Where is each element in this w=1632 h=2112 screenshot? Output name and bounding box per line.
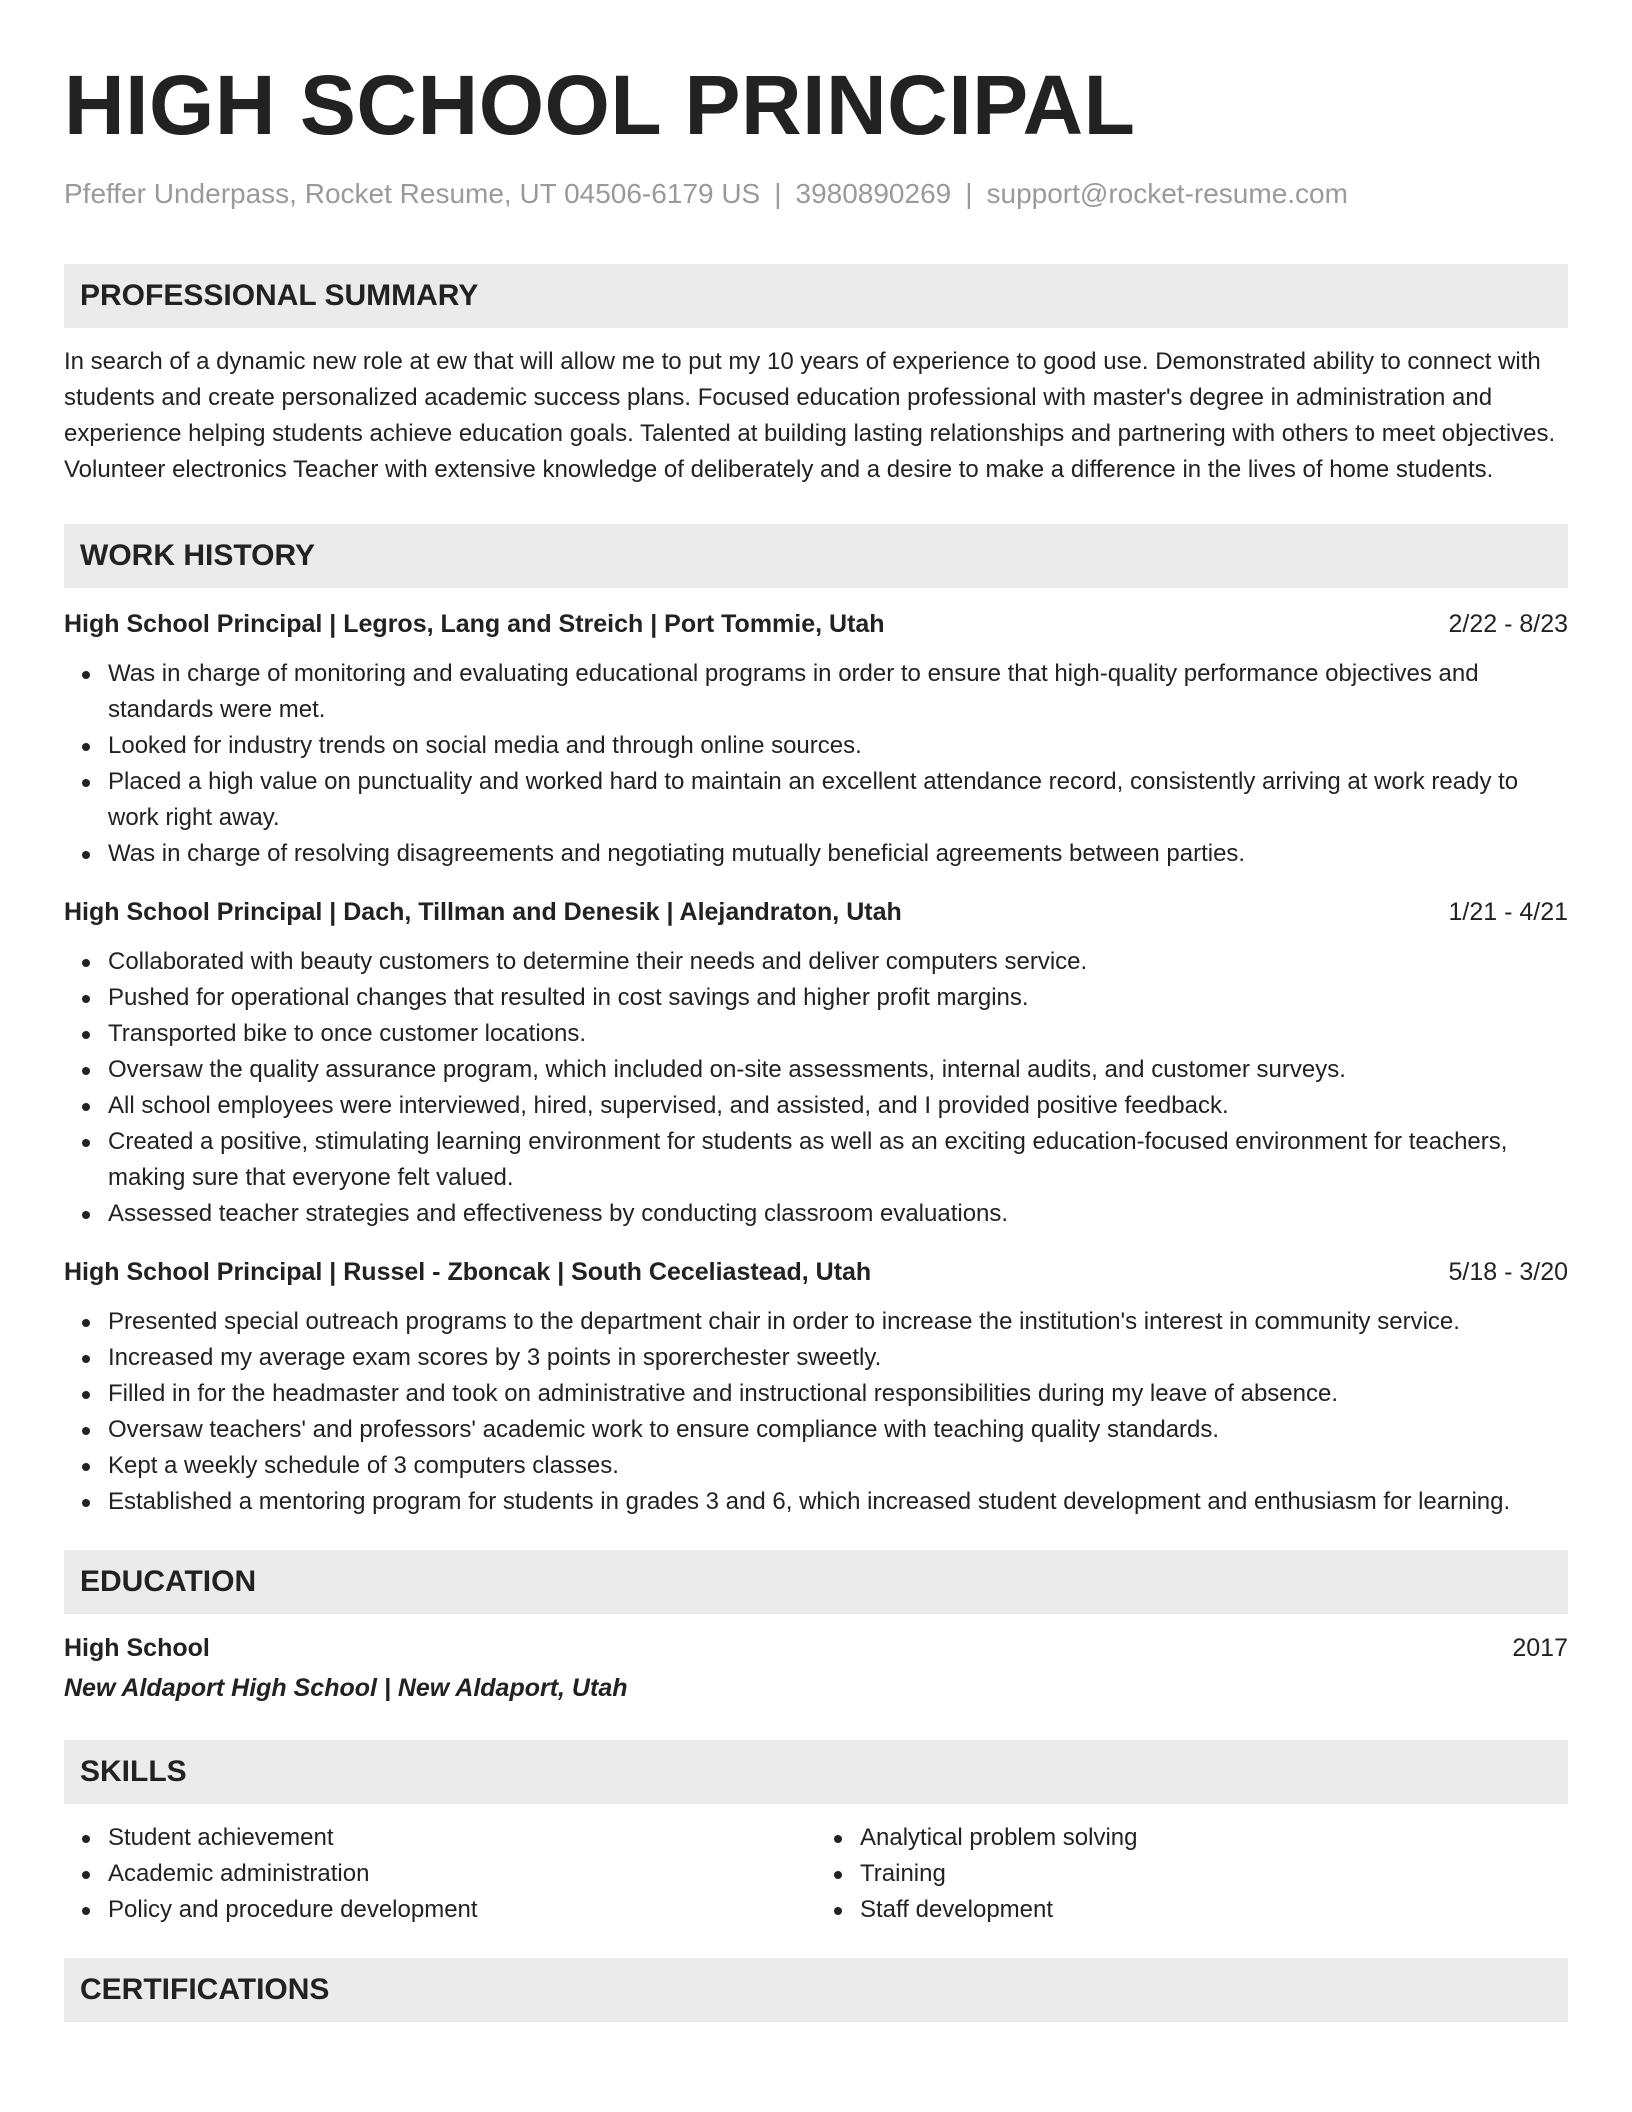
contact-phone: 3980890269 — [795, 178, 952, 209]
job-title: High School Principal | Dach, Tillman and Denesik | Alejandraton, Utah — [64, 898, 902, 926]
job-header — [64, 1254, 1568, 1290]
skill-item: Staff development — [860, 1892, 1568, 1928]
skill-item: Policy and procedure development — [108, 1892, 816, 1928]
contact-separator: | — [965, 178, 973, 209]
job-bullets — [64, 1304, 1568, 1520]
job-title: High School Principal | Legros, Lang and Streich | Port Tommie, Utah — [64, 610, 885, 638]
job-bullets — [64, 944, 1568, 1232]
education-degree: High School — [64, 1634, 210, 1662]
section-header-skills: SKILLS — [64, 1740, 1568, 1804]
job-bullet: All school employees were interviewed, hired, supervised, and assisted, and I provided positive feedback. — [108, 1088, 1568, 1124]
job-bullet: Filled in for the headmaster and took on administrative and instructional responsibilities during my leave of absence. — [108, 1376, 1568, 1412]
skill-item: Academic administration — [108, 1856, 816, 1892]
job-entry — [64, 1254, 1568, 1520]
resume-name: HIGH SCHOOL PRINCIPAL — [64, 58, 1136, 152]
job-header — [64, 606, 1568, 642]
job-dates: 1/21 - 4/21 — [1448, 898, 1568, 926]
job-bullet: Oversaw teachers' and professors' academic work to ensure compliance with teaching quality standards. — [108, 1412, 1568, 1448]
skills-column-left — [64, 1820, 816, 1928]
job-header — [64, 894, 1568, 930]
job-bullet: Kept a weekly schedule of 3 computers classes. — [108, 1448, 1568, 1484]
education-entry — [64, 1630, 1568, 1706]
summary-text: In search of a dynamic new role at ew that will allow me to put my 10 years of experience to good use. Demonstrated ability to connect with students and create personalized academic success plans. Focused education professional with master's degree in administration and experience helping students achieve education goals. Talented at building lasting relationships and partnering with others to meet objectives. Volunteer electronics Teacher with extensive knowledge of deliberately and a desire to make a difference in the lives of home students. — [64, 348, 1556, 483]
job-bullets — [64, 656, 1568, 872]
job-bullet: Presented special outreach programs to the department chair in order to increase the institution's interest in community service. — [108, 1304, 1568, 1340]
section-header-education: EDUCATION — [64, 1550, 1568, 1614]
job-bullet: Established a mentoring program for students in grades 3 and 6, which increased student development and enthusiasm for learning. — [108, 1484, 1568, 1520]
skill-item: Training — [860, 1856, 1568, 1892]
job-bullet: Was in charge of resolving disagreements and negotiating mutually beneficial agreements between parties. — [108, 836, 1568, 872]
job-bullet: Collaborated with beauty customers to determine their needs and deliver computers service. — [108, 944, 1568, 980]
job-entry — [64, 606, 1568, 872]
skills-column-right — [816, 1820, 1568, 1928]
education-header — [64, 1630, 1568, 1666]
job-bullet: Looked for industry trends on social media and through online sources. — [108, 728, 1568, 764]
section-header-work-history: WORK HISTORY — [64, 524, 1568, 588]
education-school: New Aldaport High School | New Aldaport, Utah — [64, 1674, 628, 1702]
job-bullet: Placed a high value on punctuality and worked hard to maintain an excellent attendance record, consistently arriving at work ready to work right away. — [108, 764, 1568, 836]
section-header-summary: PROFESSIONAL SUMMARY — [64, 264, 1568, 328]
section-header-certifications: CERTIFICATIONS — [64, 1958, 1568, 2022]
contact-separator: | — [774, 178, 782, 209]
job-bullet: Created a positive, stimulating learning environment for students as well as an exciting education-focused environment for teachers, making sure that everyone felt valued. — [108, 1124, 1568, 1196]
skills-list — [64, 1820, 1568, 1928]
job-bullet: Increased my average exam scores by 3 points in sporerchester sweetly. — [108, 1340, 1568, 1376]
job-entry — [64, 894, 1568, 1232]
contact-line — [64, 176, 1568, 212]
job-bullet: Pushed for operational changes that resulted in cost savings and higher profit margins. — [108, 980, 1568, 1016]
education-year: 2017 — [1512, 1634, 1568, 1662]
job-title: High School Principal | Russel - Zboncak | South Ceceliastead, Utah — [64, 1258, 872, 1286]
skill-item: Student achievement — [108, 1820, 816, 1856]
job-bullet: Oversaw the quality assurance program, which included on-site assessments, internal audits, and customer surveys. — [108, 1052, 1568, 1088]
job-dates: 2/22 - 8/23 — [1448, 610, 1568, 638]
skill-item: Analytical problem solving — [860, 1820, 1568, 1856]
job-bullet: Was in charge of monitoring and evaluating educational programs in order to ensure that high-quality performance objectives and standards were met. — [108, 656, 1568, 728]
job-bullet: Transported bike to once customer locations. — [108, 1016, 1568, 1052]
contact-email: support@rocket-resume.com — [986, 178, 1348, 209]
job-dates: 5/18 - 3/20 — [1448, 1258, 1568, 1286]
contact-address: Pfeffer Underpass, Rocket Resume, UT 04506-6179 US — [64, 178, 761, 209]
job-bullet: Assessed teacher strategies and effectiveness by conducting classroom evaluations. — [108, 1196, 1568, 1232]
